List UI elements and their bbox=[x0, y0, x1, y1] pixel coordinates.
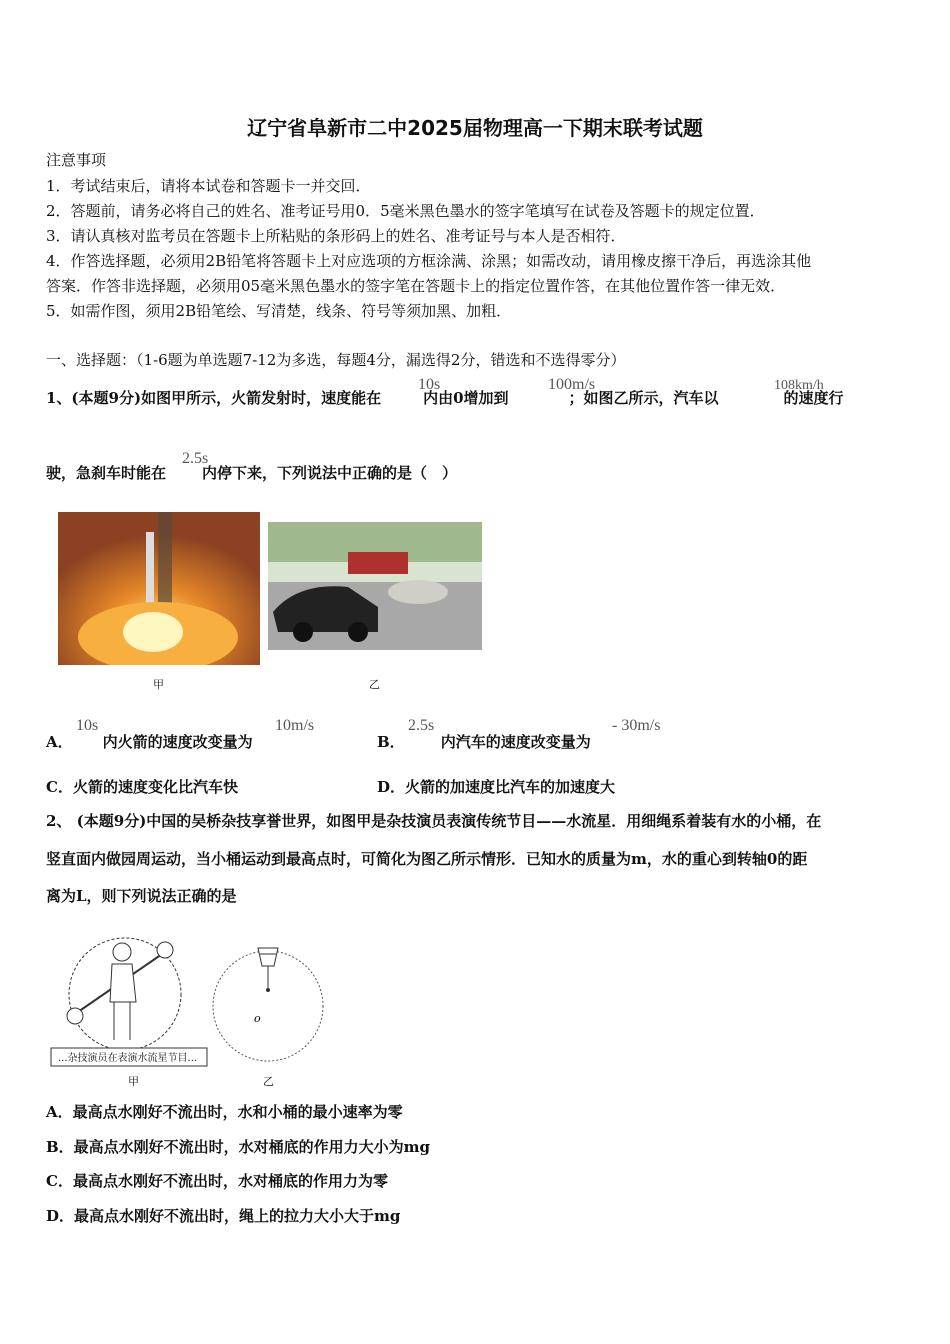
q2-text: 2、 (本题9分)中国的吴桥杂技享誉世界，如图甲是杂技演员表演传统节目——水流星．用细绳系着装有水的小桶，在 bbox=[46, 812, 822, 830]
car-image bbox=[268, 522, 482, 650]
notes-heading: 注意事项 bbox=[46, 151, 107, 169]
formula: 108km/h bbox=[774, 378, 824, 393]
option-c: C．最高点水刚好不流出时，水对桶底的作用力为零 bbox=[46, 1172, 388, 1190]
formula: 10m/s bbox=[275, 717, 315, 734]
section-heading: 一、选择题：（1-6题为单选题7-12为多选，每题4分，漏选得2分，错选和不选得零分） bbox=[46, 351, 626, 369]
page-title: 辽宁省阜新市二中2025届物理高一下期末联考试题 bbox=[247, 116, 703, 140]
formula: 10s bbox=[418, 376, 441, 393]
formula: 100m/s bbox=[548, 376, 596, 393]
bucket-circle-figure bbox=[212, 944, 327, 1069]
formula: 10s bbox=[76, 717, 99, 734]
note-item: 4．作答选择题，必须用2B铅笔将答题卡上对应选项的方框涂满、涂黑；如需改动，请用橡皮擦干净后，再选涂其他 bbox=[46, 252, 812, 270]
axis-label: o bbox=[254, 1012, 261, 1025]
figure-caption: 甲 bbox=[128, 1075, 139, 1088]
option-b: B．最高点水刚好不流出时，水对桶底的作用力大小为mg bbox=[46, 1138, 431, 1156]
figure-caption: 乙 bbox=[369, 678, 380, 691]
option-b: B． 内汽车的速度改变量为 bbox=[377, 733, 591, 751]
note-item: 1．考试结束后，请将本试卷和答题卡一并交回． bbox=[46, 177, 371, 195]
q1-text-1: 1、(本题9分)如图甲所示，火箭发射时，速度能在 内由0增加到 ；如图乙所示，汽车以 的速度行 bbox=[46, 389, 844, 407]
figure-caption: 甲 bbox=[153, 678, 164, 691]
formula: 2.5s bbox=[182, 450, 209, 467]
q2-text: 竖直面内做园周运动，当小桶运动到最高点时，可简化为图乙所示情形．已知水的质量为m，水的重心到转轴0的距 bbox=[46, 850, 808, 868]
q2-text: 离为L，则下列说法正确的是 bbox=[46, 887, 237, 905]
option-d: D．火箭的加速度比汽车的加速度大 bbox=[377, 778, 616, 796]
juggler-figure bbox=[50, 922, 210, 1072]
rocket-launch-image bbox=[58, 512, 260, 665]
formula: - 30m/s bbox=[612, 717, 661, 734]
option-a: A． 内火箭的速度改变量为 bbox=[46, 733, 253, 751]
option-c: C．火箭的速度变化比汽车快 bbox=[46, 778, 238, 796]
figure-caption: 乙 bbox=[263, 1075, 274, 1088]
note-item: 答案．作答非选择题，必须用05毫米黑色墨水的签字笔在答题卡上的指定位置作答，在其他位置作答一律无效． bbox=[46, 277, 786, 295]
q1-text-2: 驶，急刹车时能在 内停下来，下列说法中正确的是（ ） bbox=[46, 464, 458, 482]
formula: 2.5s bbox=[408, 717, 435, 734]
note-item: 5．如需作图，须用2B铅笔绘、写清楚，线条、符号等须加黑、加粗． bbox=[46, 302, 512, 320]
option-a: A．最高点水刚好不流出时，水和小桶的最小速率为零 bbox=[46, 1103, 403, 1121]
note-item: 2．答题前，请务必将自己的姓名、准考证号用0．5毫米黑色墨水的签字笔填写在试卷及答题卡的规定位置． bbox=[46, 202, 765, 220]
option-d: D．最高点水刚好不流出时，绳上的拉力大小大于mg bbox=[46, 1207, 401, 1225]
note-item: 3．请认真核对监考员在答题卡上所粘贴的条形码上的姓名、准考证号与本人是否相符． bbox=[46, 227, 626, 245]
figure-caption-text: ...杂技演员在表演水流星节目... bbox=[58, 1053, 198, 1064]
